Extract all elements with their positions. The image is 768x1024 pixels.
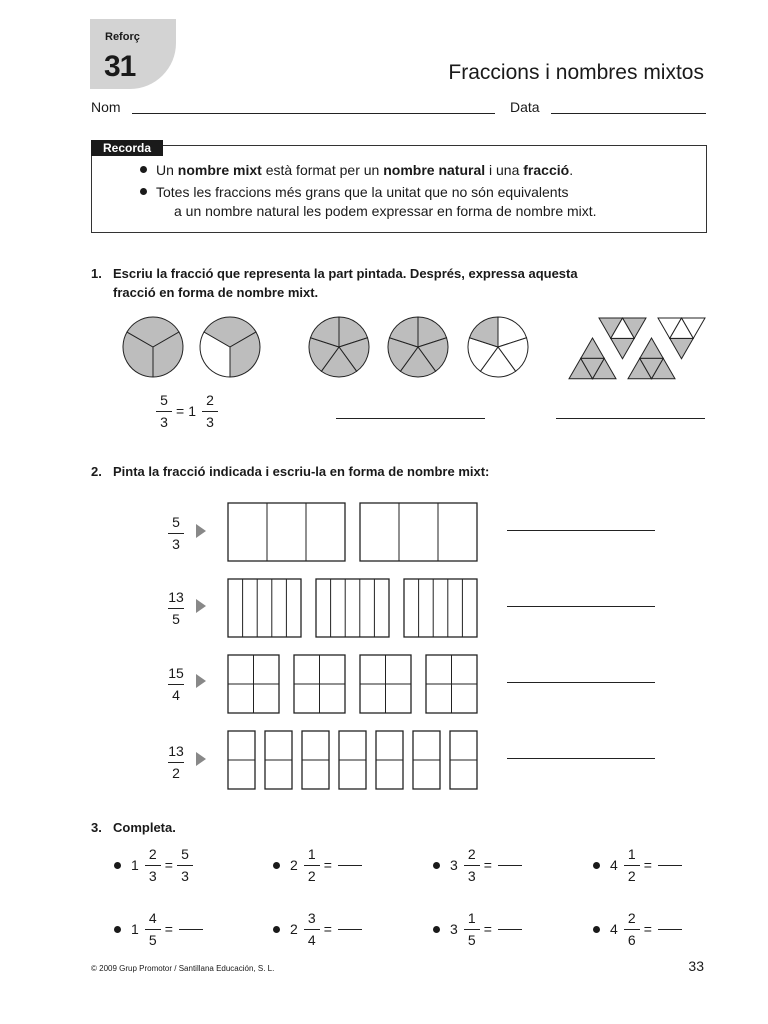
- arrow-icon: [196, 674, 206, 688]
- triangle-group: [569, 318, 705, 379]
- ex3-item-4: 4 $\frac{1}{2}$ =: [593, 846, 682, 884]
- bullet-icon: [273, 926, 280, 933]
- pie-group-fifths: [309, 317, 528, 377]
- exercise-1-number: 1.: [91, 266, 102, 281]
- ex2-fraction-2: $\frac{13}{5}$: [168, 589, 184, 627]
- ex3-blank[interactable]: [498, 865, 522, 866]
- ex2-fraction-4: $\frac{13}{2}$: [168, 743, 184, 781]
- triangle-part: [611, 338, 635, 358]
- bullet-icon: [114, 862, 121, 869]
- arrow-icon: [196, 524, 206, 538]
- fraction-box: [360, 503, 477, 561]
- answer-line-2b[interactable]: [507, 606, 655, 607]
- date-label: Data: [510, 99, 540, 115]
- ex3-item-2: 2 $\frac{1}{2}$ =: [273, 846, 362, 884]
- exercise-3-instructions: 3. Completa.: [91, 820, 176, 835]
- ex3-blank[interactable]: [338, 865, 362, 866]
- copyright: © 2009 Grup Promotor / Santillana Educación, S. L.: [91, 964, 275, 973]
- fraction-box: [228, 503, 345, 561]
- name-label: Nom: [91, 99, 121, 115]
- lesson-label: Reforç: [105, 31, 140, 43]
- ex3-blank[interactable]: [498, 929, 522, 930]
- triangle-part: [640, 338, 664, 358]
- ex2-fraction-3: $\frac{15}{4}$: [168, 665, 184, 703]
- answer-line-1c[interactable]: [556, 418, 705, 419]
- example-answer: $\frac{5}{3}$ = 1 $\frac{2}{3}$: [156, 392, 218, 430]
- ex3-item-8: 4 $\frac{2}{6}$ =: [593, 910, 682, 948]
- ex2-fraction-1: $\frac{5}{3}$: [168, 514, 184, 552]
- fraction-box: [404, 579, 477, 637]
- bullet-icon: [114, 926, 121, 933]
- pie-group-thirds: [123, 317, 260, 377]
- bullet-icon: [593, 926, 600, 933]
- fraction-boxes[interactable]: [228, 503, 477, 789]
- ex3-item-1: 1 $\frac{2}{3}$ = $\frac{5}{3}$: [114, 846, 193, 884]
- bullet-icon: [433, 862, 440, 869]
- recorda-line-1: Un nombre mixt està format per un nombre natural i una fracció.: [156, 160, 573, 180]
- ex3-blank[interactable]: [658, 929, 682, 930]
- ex3-item-3: 3 $\frac{2}{3}$ =: [433, 846, 522, 884]
- exercise-2-instructions: 2. Pinta la fracció indicada i escriu-la en forma de nombre mixt:: [91, 464, 490, 479]
- bullet-icon: [273, 862, 280, 869]
- answer-line-2a[interactable]: [507, 530, 655, 531]
- ex3-item-5: 1 $\frac{4}{5}$ =: [114, 910, 203, 948]
- triangle-part: [581, 338, 605, 358]
- bullet-icon: [593, 862, 600, 869]
- example-mixed-fraction: $\frac{2}{3}$: [202, 392, 218, 430]
- example-fraction: $\frac{5}{3}$: [156, 392, 172, 430]
- triangle-part: [670, 338, 694, 358]
- ex3-item-7: 3 $\frac{1}{5}$ =: [433, 910, 522, 948]
- ex3-blank[interactable]: [658, 865, 682, 866]
- lesson-number: 31: [104, 50, 136, 83]
- exercise-1-instructions: 1. Escriu la fracció que representa la part pintada. Després, expressa aquesta fracció en forma de nombre mixt.: [91, 266, 578, 300]
- answer-line-2d[interactable]: [507, 758, 655, 759]
- page-number: 33: [688, 958, 704, 974]
- answer-line-1b[interactable]: [336, 418, 485, 419]
- ex3-blank[interactable]: [179, 929, 203, 930]
- answer-line-2c[interactable]: [507, 682, 655, 683]
- recorda-line-3: a un nombre natural les podem expressar en forma de nombre mixt.: [174, 203, 597, 219]
- ex3-item-6: 2 $\frac{3}{4}$ =: [273, 910, 362, 948]
- ex3-blank[interactable]: [338, 929, 362, 930]
- arrow-icon: [196, 752, 206, 766]
- page-title: Fraccions i nombres mixtos: [448, 61, 704, 84]
- recorda-line-2: Totes les fraccions més grans que la unitat que no són equivalents: [156, 182, 568, 202]
- fraction-box: [228, 579, 301, 637]
- arrow-group: [196, 524, 206, 766]
- exercise-3-number: 3.: [91, 820, 102, 835]
- arrow-icon: [196, 599, 206, 613]
- exercise-2-number: 2.: [91, 464, 102, 479]
- fraction-box: [316, 579, 389, 637]
- bullet-icon: [433, 926, 440, 933]
- recorda-tag: Recorda: [91, 140, 163, 156]
